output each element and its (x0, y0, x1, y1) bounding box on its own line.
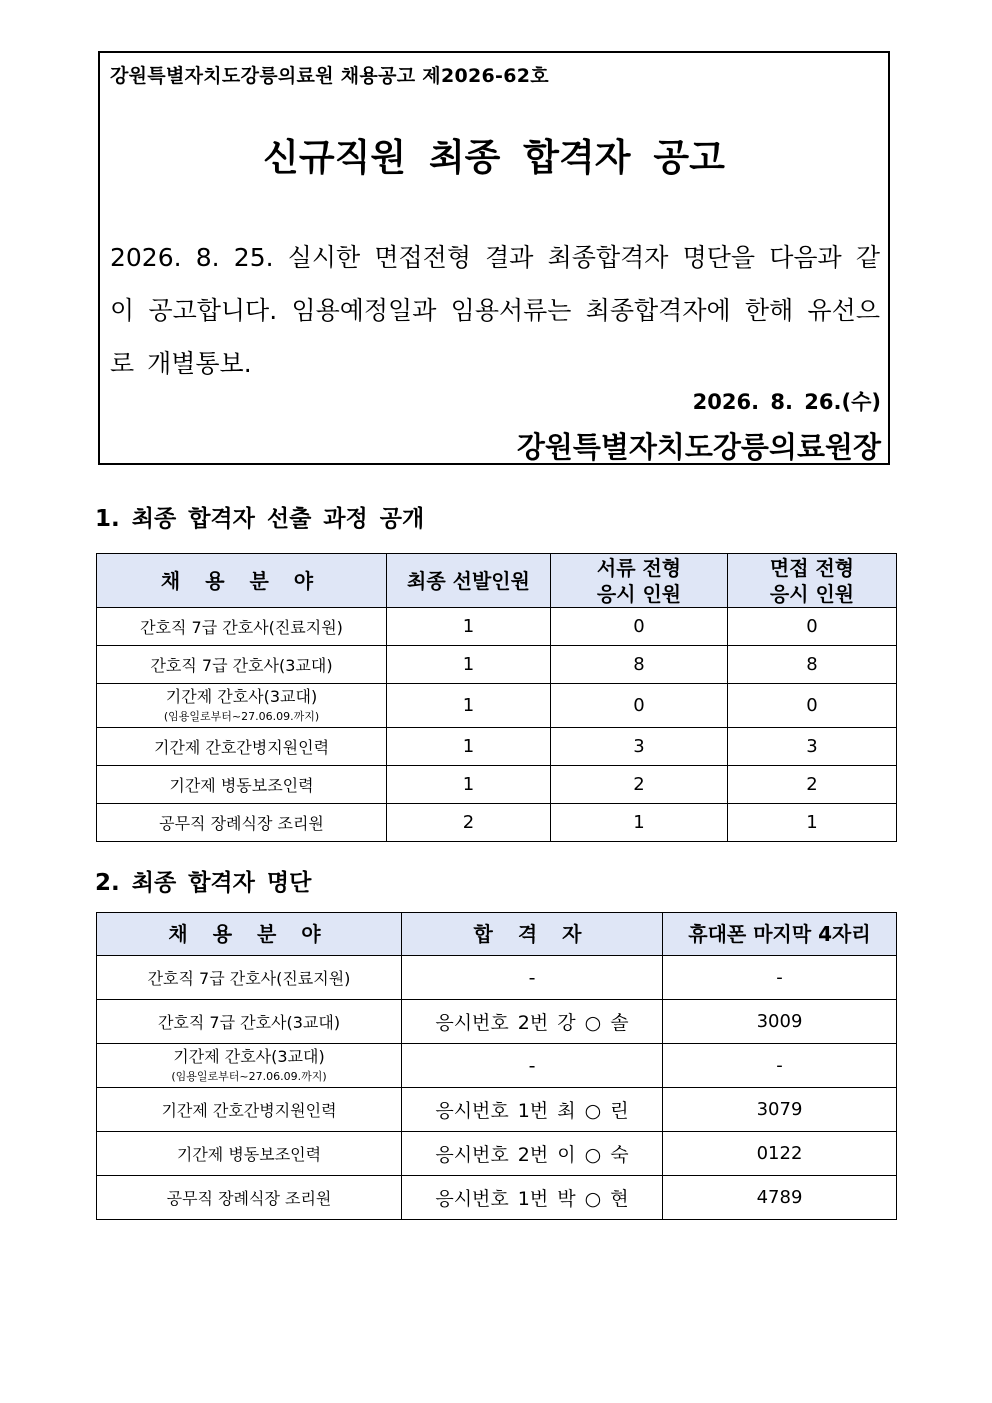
header-category: 채 용 분 야 (97, 913, 402, 956)
table-row (97, 608, 897, 646)
passer-cell: - (402, 956, 663, 1000)
category-cell (97, 684, 387, 728)
final-count-cell: 1 (387, 646, 551, 684)
header-passer: 합 격 자 (402, 913, 663, 956)
interview-count-cell: 2 (728, 766, 897, 804)
table-row (97, 1044, 897, 1088)
document-count-cell: 0 (551, 608, 728, 646)
interview-count-cell: 0 (728, 684, 897, 728)
phone-cell: 3009 (663, 1000, 897, 1044)
notice-number: 강원특별자치도강릉의료원 채용공고 제2026-62호 (110, 65, 549, 87)
table-row (97, 728, 897, 766)
passer-cell: 응시번호 1번 최 ○ 린 (402, 1088, 663, 1132)
phone-cell: 4789 (663, 1176, 897, 1220)
selection-process-table (96, 553, 897, 842)
interview-count-cell: 1 (728, 804, 897, 842)
category-cell: 간호직 7급 간호사(진료지원) (97, 608, 387, 646)
document-count-cell: 3 (551, 728, 728, 766)
table-row (97, 684, 897, 728)
section1-heading: 1. 최종 합격자 선출 과정 공개 (95, 506, 425, 532)
document-count-cell: 8 (551, 646, 728, 684)
header-interview-applicants: 면접 전형 응시 인원 (728, 554, 897, 608)
final-passers-table (96, 912, 897, 1220)
section2-heading: 2. 최종 합격자 명단 (95, 870, 312, 896)
table-row (97, 956, 897, 1000)
phone-cell: - (663, 1044, 897, 1088)
interview-count-cell: 3 (728, 728, 897, 766)
notice-title: 신규직원 최종 합격자 공고 (263, 136, 725, 179)
period-note: (임용일로부터~27.06.09.까지) (171, 1070, 327, 1083)
table-row (97, 804, 897, 842)
category-cell (97, 1044, 402, 1088)
interview-count-cell: 8 (728, 646, 897, 684)
final-count-cell: 2 (387, 804, 551, 842)
header-final-selected: 최종 선발인원 (387, 554, 551, 608)
category-cell: 간호직 7급 간호사(진료지원) (97, 956, 402, 1000)
category-cell: 공무직 장례식장 조리원 (97, 1176, 402, 1220)
final-count-cell: 1 (387, 608, 551, 646)
header-document-applicants: 서류 전형 응시 인원 (551, 554, 728, 608)
notice-issuer: 강원특별자치도강릉의료원장 (516, 430, 881, 464)
table-row (97, 1088, 897, 1132)
category-cell: 간호직 7급 간호사(3교대) (97, 1000, 402, 1044)
table-row (97, 1000, 897, 1044)
notice-body: 2026. 8. 25. 실시한 면접전형 결과 최종합격자 명단을 다음과 같이 공고합니다. 임용예정일과 임용서류는 최종합격자에 한해 유선으로 개별통보. (110, 243, 880, 378)
category-label: 기간제 간호사(3교대) (173, 1047, 325, 1066)
passer-cell: 응시번호 2번 강 ○ 솔 (402, 1000, 663, 1044)
document-count-cell: 1 (551, 804, 728, 842)
document-count-cell: 0 (551, 684, 728, 728)
header-category: 채 용 분 야 (97, 554, 387, 608)
phone-cell: 3079 (663, 1088, 897, 1132)
final-count-cell: 1 (387, 766, 551, 804)
header-phone-last4: 휴대폰 마지막 4자리 (663, 913, 897, 956)
phone-cell: - (663, 956, 897, 1000)
passer-cell: 응시번호 1번 박 ○ 현 (402, 1176, 663, 1220)
document-count-cell: 2 (551, 766, 728, 804)
category-cell: 기간제 간호간병지원인력 (97, 1088, 402, 1132)
category-cell: 공무직 장례식장 조리원 (97, 804, 387, 842)
passer-cell: - (402, 1044, 663, 1088)
category-cell: 간호직 7급 간호사(3교대) (97, 646, 387, 684)
final-count-cell: 1 (387, 728, 551, 766)
period-note: (임용일로부터~27.06.09.까지) (163, 710, 320, 723)
table-row (97, 646, 897, 684)
category-cell: 기간제 병동보조인력 (97, 766, 387, 804)
category-cell: 기간제 병동보조인력 (97, 1132, 402, 1176)
table-row (97, 1132, 897, 1176)
notice-date: 2026. 8. 26.(수) (692, 390, 881, 414)
category-label: 기간제 간호사(3교대) (165, 687, 318, 706)
final-count-cell: 1 (387, 684, 551, 728)
table-header-row (97, 554, 897, 608)
table-row (97, 766, 897, 804)
table-row (97, 1176, 897, 1220)
table-header-row (97, 913, 897, 956)
category-cell: 기간제 간호간병지원인력 (97, 728, 387, 766)
phone-cell: 0122 (663, 1132, 897, 1176)
passer-cell: 응시번호 2번 이 ○ 숙 (402, 1132, 663, 1176)
interview-count-cell: 0 (728, 608, 897, 646)
notice-box (98, 51, 890, 465)
